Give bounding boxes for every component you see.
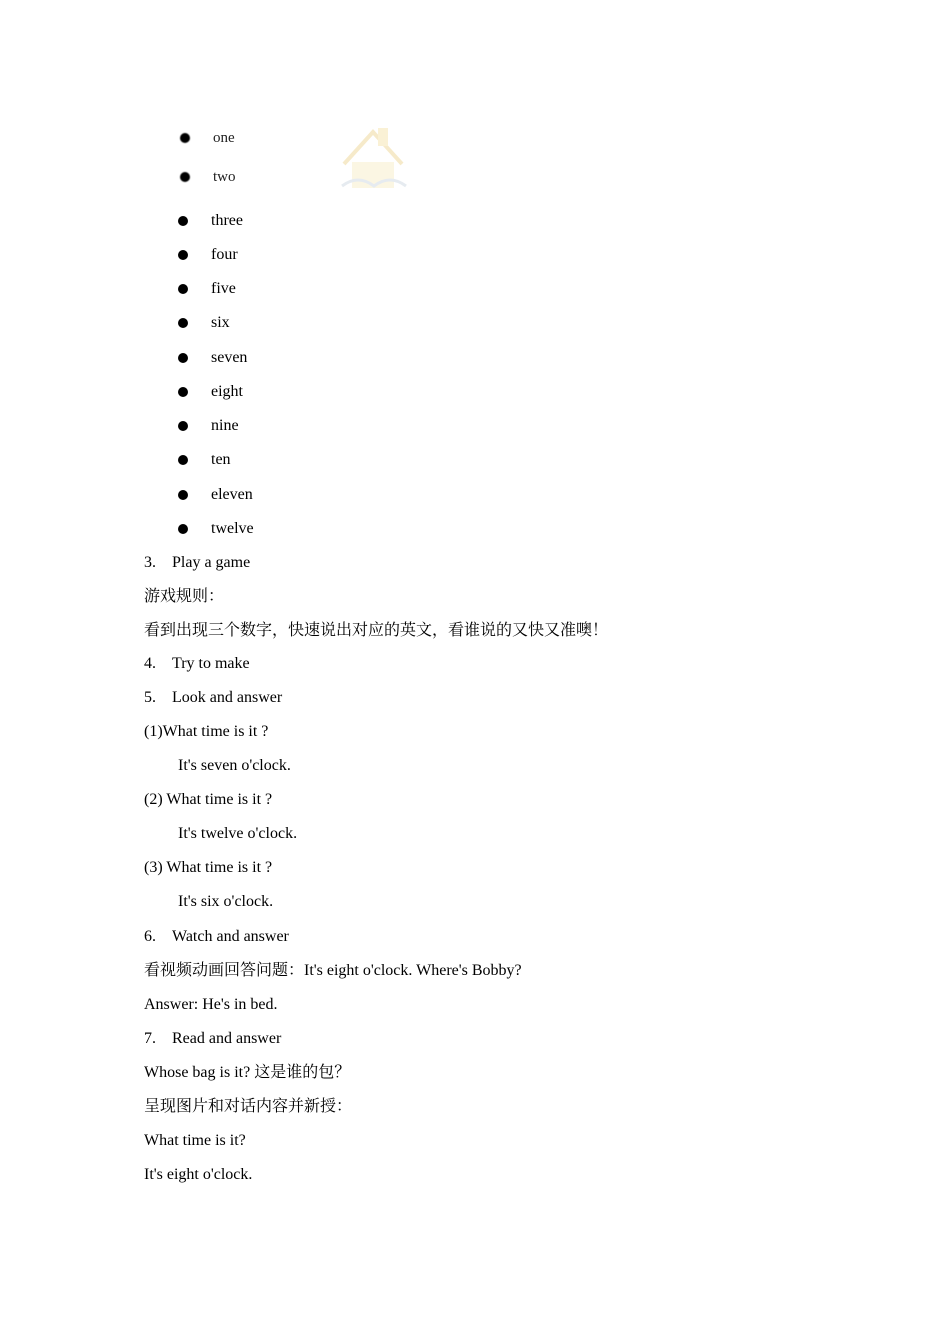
section-title: Look and answer (172, 689, 283, 706)
list-item-label: two (213, 169, 236, 185)
section-title: Play a game (172, 554, 251, 571)
bullet-icon (180, 133, 190, 143)
bullet-icon (178, 284, 188, 294)
bullet-icon (178, 318, 188, 328)
answer-1: It's seven o'clock. (178, 757, 291, 774)
question-2: (2) What time is it ? (144, 791, 273, 808)
pasted-list-image (170, 122, 410, 194)
game-rules-text: 看到出现三个数字，快速说出对应的英文，看谁说的又快又准噢！ (144, 622, 609, 639)
list-item-label: one (213, 130, 235, 146)
answer-3: It's six o'clock. (178, 893, 274, 910)
bullet-icon (178, 524, 188, 534)
section-number: 7. (144, 1030, 156, 1047)
section-heading-watch-and-answer (144, 926, 289, 948)
section-heading-play-a-game (144, 552, 250, 574)
list-item-label: five (211, 280, 236, 297)
list-item-label: eight (211, 383, 243, 400)
section-number: 5. (144, 689, 156, 706)
answer-2: It's twelve o'clock. (178, 825, 298, 842)
list-item-label: twelve (211, 520, 254, 537)
bullet-icon (178, 490, 188, 500)
bullet-icon (178, 387, 188, 397)
present-text: 呈现图片和对话内容并新授： (144, 1098, 353, 1115)
game-rules-title: 游戏规则： (144, 588, 225, 605)
watermark-house-icon (338, 124, 408, 190)
list-item-label: nine (211, 417, 239, 434)
section-title: Try to make (172, 655, 250, 672)
question-1: (1)What time is it ? (144, 723, 269, 740)
bullet-icon (178, 455, 188, 465)
bullet-icon (178, 421, 188, 431)
section-heading-try-to-make (144, 653, 250, 675)
bullet-icon (178, 216, 188, 226)
section-heading-read-and-answer (144, 1028, 281, 1050)
final-question: What time is it? (144, 1132, 246, 1149)
question-3: (3) What time is it ? (144, 859, 273, 876)
list-item-label: eleven (211, 486, 253, 503)
section-number: 3. (144, 554, 156, 571)
bullet-icon (178, 353, 188, 363)
section-title: Watch and answer (172, 928, 289, 945)
whose-bag-line: Whose bag is it? 这是谁的包？ (144, 1064, 351, 1081)
list-item-label: seven (211, 349, 248, 366)
section-title: Read and answer (172, 1030, 282, 1047)
section-heading-look-and-answer (144, 687, 282, 709)
list-item-label: six (211, 314, 230, 331)
bullet-icon (180, 172, 190, 182)
list-item-label: ten (211, 451, 231, 468)
final-answer: It's eight o'clock. (144, 1166, 253, 1183)
list-item-label: three (211, 212, 243, 229)
section-number: 6. (144, 928, 156, 945)
list-item-label: four (211, 246, 238, 263)
bullet-icon (178, 250, 188, 260)
video-question: 看视频动画回答问题：It's eight o'clock. Where's Bobby? (144, 962, 522, 979)
section-number: 4. (144, 655, 156, 672)
video-answer: Answer: He's in bed. (144, 996, 278, 1013)
